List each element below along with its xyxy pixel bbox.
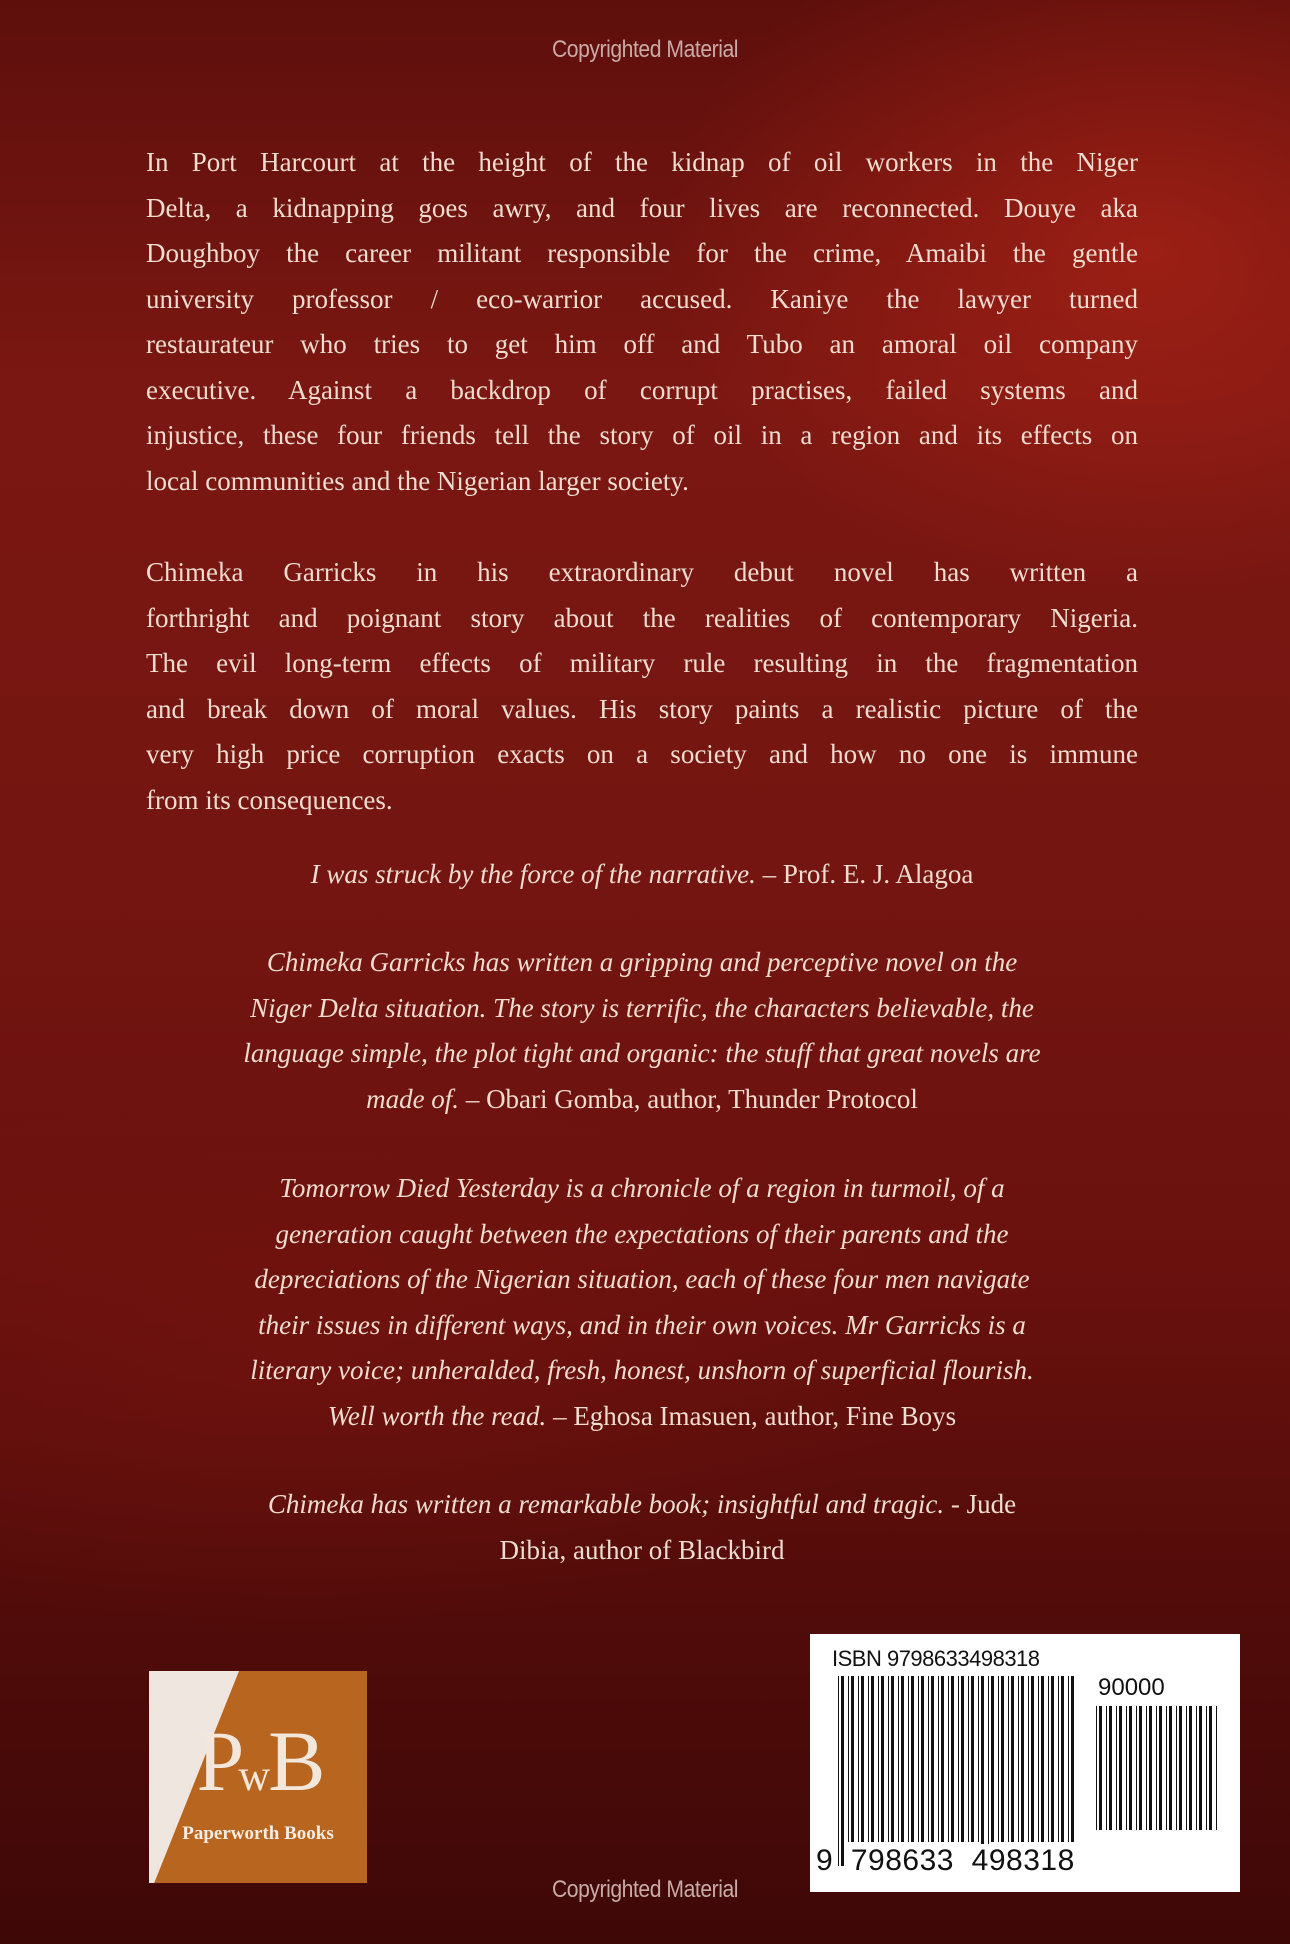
barcode-digits: 9 798633 498318: [816, 1844, 1075, 1877]
barcode-bar: [1146, 1706, 1147, 1830]
barcode-bar: [1119, 1706, 1122, 1830]
barcode-bar: [898, 1676, 899, 1842]
barcode-bar: [941, 1676, 944, 1842]
barcode-bar: [958, 1676, 959, 1842]
barcode-bar: [1038, 1676, 1039, 1842]
blurb-line: [146, 1077, 1138, 1123]
isbn-label: ISBN 9798633498318: [832, 1646, 1040, 1671]
paragraph-line: The evil long-term effects of military rule resulting in the fragmentation: [146, 648, 1138, 678]
blurb-quote: Tomorrow Died Yesterday is a chronicle of a region in turmoil, of a: [279, 1173, 1005, 1203]
barcode-bar: [1136, 1706, 1137, 1830]
blurb-line: [146, 1482, 1138, 1528]
barcode-bar: [901, 1676, 904, 1842]
barcode-bar: [1096, 1706, 1097, 1830]
barcode-bar: [878, 1676, 879, 1842]
barcode-bar: [1068, 1676, 1069, 1842]
blurb-line: [146, 940, 1138, 986]
isbn-barcode: [810, 1634, 1240, 1892]
blurb-quote: language simple, the plot tight and organic: the stuff that great novels are: [243, 1038, 1041, 1068]
blurb-quote: I was struck by the force of the narrative.: [310, 859, 756, 889]
paragraph-line: Doughboy the career militant responsible for the crime, Amaibi the gentle: [146, 238, 1138, 268]
barcode-bar: [1001, 1676, 1004, 1842]
barcode-bar: [988, 1676, 989, 1866]
barcode-bar: [1196, 1706, 1197, 1830]
barcode-bar: [841, 1676, 844, 1866]
paragraph-line: from its consequences.: [146, 784, 393, 815]
barcode-bar: [1149, 1706, 1152, 1830]
barcode-bars-main: [836, 1676, 1076, 1866]
barcode-bar: [1051, 1676, 1054, 1842]
blurb-line: [146, 1257, 1138, 1303]
blurb-quote: Niger Delta situation. The story is terrific, the characters believable, the: [250, 992, 1034, 1023]
barcode-bar: [1028, 1676, 1029, 1842]
barcode-bar: [1169, 1706, 1172, 1830]
blurb-attribution: Dibia, author of Blackbird: [499, 1534, 785, 1565]
barcode-bar: [1189, 1706, 1192, 1830]
barcode-bar: [931, 1676, 934, 1842]
barcode-bar: [971, 1676, 974, 1842]
blurb-quote: their issues in different ways, and in their own voices. Mr Garricks is a: [258, 1309, 1026, 1340]
blurb-quote: literary voice; unheralded, fresh, honest, unshorn of superficial flourish.: [250, 1355, 1034, 1385]
barcode-bar: [888, 1676, 889, 1842]
barcode-bar: [1061, 1676, 1064, 1842]
blurb-line: [146, 1394, 1138, 1440]
publisher-logo: [149, 1671, 367, 1883]
blurb-line: [146, 1348, 1138, 1394]
blurb-imasuen: [146, 1166, 1138, 1439]
barcode-bar: [851, 1676, 854, 1842]
barcode-bar: [1021, 1676, 1024, 1842]
blurb-attribution: - Jude: [944, 1489, 1017, 1519]
barcode-bar: [1166, 1706, 1167, 1830]
barcode-bar: [858, 1676, 859, 1842]
publisher-name: Paperworth Books: [182, 1823, 334, 1844]
blurb-quote: generation caught between the expectations of their parents and the: [275, 1218, 1009, 1249]
blurb-quote: Chimeka Garricks has written a gripping and perceptive novel on the: [266, 947, 1018, 977]
barcode-bar: [1048, 1676, 1049, 1842]
blurb-line: [146, 1528, 1138, 1574]
paragraph-line: local communities and the Nigerian larger society.: [146, 465, 689, 496]
barcode-bar: [991, 1676, 994, 1842]
paragraph-line: Delta, a kidnapping goes awry, and four lives are reconnected. Douye aka: [146, 192, 1138, 223]
blurb-attribution: – Prof. E. J. Alagoa: [755, 859, 974, 889]
barcode-bar: [921, 1676, 924, 1842]
logo-monogram: PwB: [196, 1713, 320, 1809]
blurb-line: [146, 1303, 1138, 1349]
barcode-bar: [871, 1676, 874, 1842]
barcode-bar: [1216, 1706, 1217, 1830]
barcode-bars-addon: [1094, 1706, 1220, 1856]
blurb-quote: Well worth the read.: [327, 1400, 547, 1431]
barcode-bar: [1126, 1706, 1127, 1830]
barcode-bar: [951, 1676, 954, 1842]
blurb-dibia: [146, 1482, 1138, 1573]
paragraph-line: injustice, these four friends tell the story of oil in a region and its effects on: [146, 420, 1138, 450]
barcode-bar: [998, 1676, 999, 1842]
barcode-bar: [1106, 1706, 1107, 1830]
copyright-watermark-top: Copyrighted Material: [551, 36, 739, 63]
barcode-bar: [1071, 1676, 1074, 1842]
barcode-bar: [1008, 1676, 1009, 1842]
barcode-bar: [1186, 1706, 1187, 1830]
barcode-bar: [1179, 1706, 1182, 1830]
paragraph-line: and break down of moral values. His story paints a realistic picture of the: [146, 693, 1138, 724]
barcode-bar: [881, 1676, 884, 1842]
barcode-bar: [1058, 1676, 1059, 1842]
barcode-bar: [911, 1676, 914, 1842]
barcode-bar: [861, 1676, 864, 1842]
paragraph-line: university professor / eco-warrior accused. Kaniye the lawyer turned: [146, 283, 1138, 314]
barcode-bar: [981, 1676, 984, 1866]
blurb-quote: Chimeka has written a remarkable book; insightful and tragic.: [267, 1489, 945, 1519]
barcode-bar: [838, 1676, 839, 1866]
barcode-bar: [1139, 1706, 1142, 1830]
paragraph-line: In Port Harcourt at the height of the kidnap of oil workers in the Niger: [146, 147, 1138, 177]
paragraph-line: very high price corruption exacts on a society and how no one is immune: [146, 739, 1138, 769]
barcode-bar: [908, 1676, 909, 1842]
paragraph-line: Chimeka Garricks in his extraordinary debut novel has written a: [146, 557, 1138, 587]
paragraph-line: forthright and poignant story about the realities of contemporary Nigeria.: [146, 602, 1138, 633]
blurb-line: [146, 986, 1138, 1032]
blurb-alagoa: [146, 852, 1138, 898]
blurb-quote: depreciations of the Nigerian situation, each of these four men navigate: [254, 1264, 1030, 1294]
barcode-bar: [1176, 1706, 1177, 1830]
synopsis-paragraph-2: [146, 550, 1138, 823]
barcode-bar: [868, 1676, 869, 1842]
blurb-quote: made of.: [366, 1083, 460, 1114]
barcode-bar: [1041, 1676, 1044, 1842]
blurb-attribution: – Eghosa Imasuen, author, Fine Boys: [546, 1400, 957, 1431]
barcode-bar: [1206, 1706, 1207, 1830]
blurb-line: [146, 1212, 1138, 1258]
barcode-bar: [1159, 1706, 1162, 1830]
copyright-watermark-bottom: Copyrighted Material: [551, 1876, 739, 1903]
barcode-bar: [918, 1676, 919, 1842]
barcode-bar: [1011, 1676, 1014, 1842]
blurb-gomba: [146, 940, 1138, 1122]
barcode-bar: [948, 1676, 949, 1842]
barcode-bar: [1199, 1706, 1202, 1830]
barcode-bar: [1018, 1676, 1019, 1842]
barcode-bar: [1156, 1706, 1157, 1830]
barcode-bar: [1099, 1706, 1102, 1830]
barcode-bar: [1031, 1676, 1034, 1842]
blurb-line: [146, 1166, 1138, 1212]
paragraph-line: executive. Against a backdrop of corrupt practises, failed systems and: [146, 374, 1138, 405]
blurb-line: [146, 1031, 1138, 1077]
barcode-bar: [938, 1676, 939, 1842]
barcode-bar: [968, 1676, 969, 1842]
barcode-bar: [891, 1676, 894, 1842]
barcode-bar: [1109, 1706, 1112, 1830]
synopsis-paragraph-1: [146, 140, 1138, 504]
price-code: 90000: [1098, 1674, 1165, 1701]
barcode-bar: [1129, 1706, 1132, 1830]
blurb-attribution: – Obari Gomba, author, Thunder Protocol: [459, 1083, 918, 1114]
barcode-bar: [1116, 1706, 1117, 1830]
barcode-bar: [1209, 1706, 1212, 1830]
barcode-bar: [928, 1676, 929, 1842]
paragraph-line: restaurateur who tries to get him off and Tubo an amoral oil company: [146, 329, 1138, 359]
barcode-bar: [848, 1676, 849, 1842]
barcode-bar: [961, 1676, 964, 1842]
blurb-line: [146, 852, 1138, 898]
barcode-bar: [978, 1676, 979, 1842]
